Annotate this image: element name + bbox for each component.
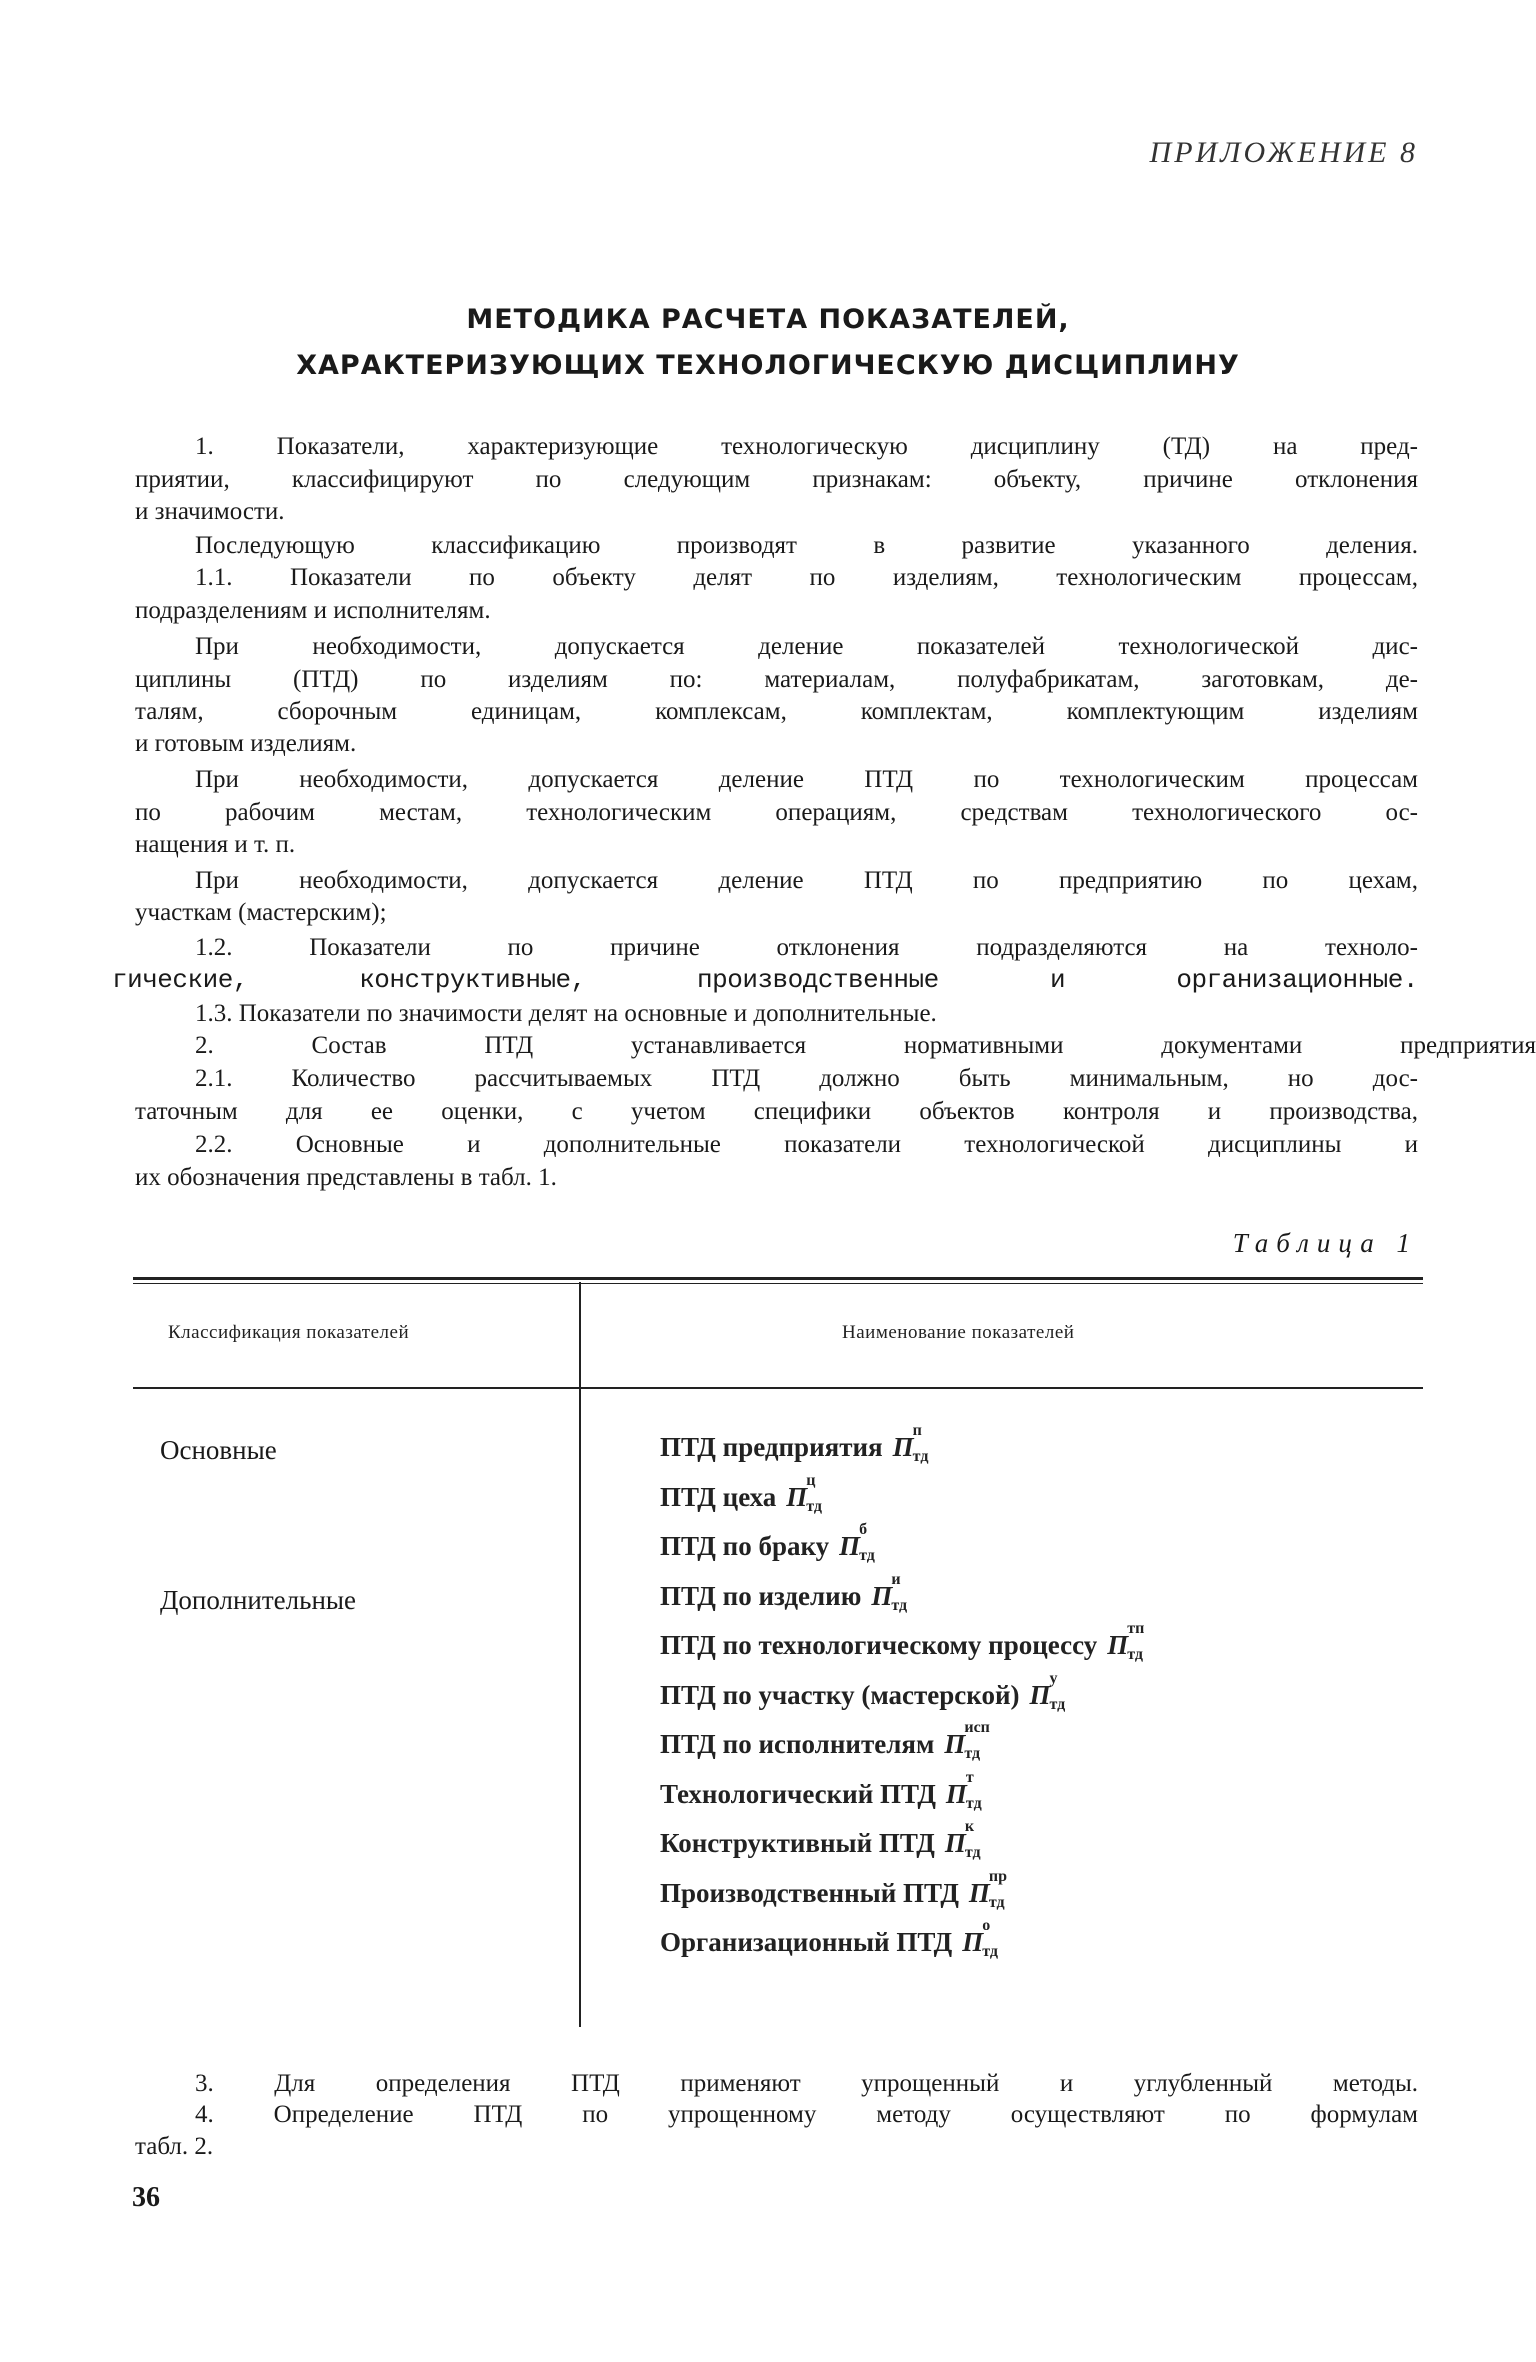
indicator-symbol — [945, 1768, 982, 1812]
symbol-superscript: о — [982, 1917, 991, 1934]
indicator-item — [660, 1422, 929, 1465]
indicator-item — [660, 1521, 875, 1564]
symbol-superscript: т — [965, 1768, 974, 1786]
body-line: 1. Показатели, характеризующие технологическую дисциплину (ТД) на пред- — [195, 433, 1418, 460]
body-line: их обозначения представлены в табл. 1. — [135, 1164, 557, 1191]
symbol-subscript: тд — [859, 1547, 875, 1564]
table-header-names: Наименование показателей — [842, 1322, 1075, 1343]
indicator-symbol — [962, 1917, 998, 1960]
body-line: гические, конструктивные, производственные и организационные. — [112, 965, 1418, 995]
symbol-letter: П — [871, 1580, 893, 1611]
symbol-subscript: тд — [982, 1943, 998, 1960]
symbol-letter: П — [786, 1481, 808, 1512]
body-line: приятии, классифицируют по следующим признакам: объекту, причине отклонения — [135, 466, 1418, 493]
indicator-name: Конструктивный ПТД — [660, 1828, 935, 1858]
indicator-symbol — [871, 1570, 908, 1614]
symbol-superscript: исп — [964, 1719, 990, 1736]
body-line: 1.1. Показатели по объекту делят по изделиям, технологическим процессам, — [195, 564, 1418, 591]
indicator-symbol — [786, 1471, 823, 1515]
indicator-item — [660, 1917, 998, 1960]
body-line: талям, сборочным единицам, комплексам, комплектам, комплектующим изделиям — [135, 698, 1418, 725]
appendix-label: ПРИЛОЖЕНИЕ 8 — [1149, 136, 1418, 169]
symbol-subscript: тд — [1127, 1646, 1143, 1663]
footer-line: табл. 2. — [135, 2133, 214, 2160]
body-line: При необходимости, допускается деление ПТД по технологическим процессам — [195, 766, 1418, 793]
symbol-superscript: тп — [1127, 1620, 1145, 1637]
indicator-name: ПТД цеха — [660, 1481, 777, 1512]
indicator-item — [660, 1719, 990, 1762]
symbol-subscript: тд — [988, 1893, 1005, 1911]
indicator-name: ПТД по изделию — [660, 1580, 862, 1611]
class-additional: Дополнительные — [160, 1585, 357, 1615]
body-line: 2.2. Основные и дополнительные показатели технологической дисциплины и — [195, 1131, 1418, 1158]
indicator-item — [660, 1620, 1145, 1663]
body-line: 2. Состав ПТД устанавливается нормативными документами предприятия — [195, 1032, 1536, 1059]
indicator-symbol — [968, 1867, 1008, 1911]
footer-line: 3. Для определения ПТД применяют упрощенный и углубленный методы. — [195, 2070, 1418, 2097]
symbol-letter: П — [968, 1877, 990, 1908]
symbol-subscript: тд — [964, 1745, 981, 1762]
symbol-superscript: п — [912, 1422, 922, 1439]
indicator-name: ПТД по исполнителям — [660, 1729, 935, 1759]
indicator-item — [660, 1669, 1066, 1713]
symbol-superscript: и — [891, 1570, 901, 1588]
body-line: При необходимости, допускается деление показателей технологической дис- — [195, 633, 1418, 660]
body-line: 1.3. Показатели по значимости делят на основные и дополнительные. — [195, 1000, 937, 1027]
footer-line: 4. Определение ПТД по упрощенному методу осуществляют по формулам — [195, 2101, 1418, 2128]
symbol-letter: П — [839, 1531, 861, 1561]
table-column-divider — [579, 1282, 581, 2027]
indicator-symbol — [944, 1719, 990, 1762]
indicator-item — [660, 1768, 982, 1812]
symbol-subscript: тд — [964, 1844, 981, 1861]
table-top-rule-thin — [133, 1283, 1423, 1284]
indicator-name: ПТД по технологическому процессу — [660, 1630, 1098, 1660]
page-number: 36 — [132, 2182, 160, 2213]
body-line: При необходимости, допускается деление ПТД по предприятию по цехам, — [195, 867, 1418, 894]
symbol-superscript: б — [859, 1521, 868, 1538]
symbol-superscript: ц — [806, 1471, 816, 1489]
body-line: циплины (ПТД) по изделиям по: материалам, полуфабрикатам, заготовкам, де- — [135, 666, 1418, 693]
symbol-subscript: тд — [1049, 1695, 1066, 1713]
symbol-subscript: тд — [912, 1448, 929, 1465]
table-header-classification: Классификация показателей — [168, 1322, 410, 1343]
indicator-item — [660, 1818, 981, 1861]
symbol-subscript: тд — [965, 1794, 982, 1812]
symbol-letter: П — [944, 1729, 966, 1759]
body-line: Последующую классификацию производят в развитие указанного деления. — [195, 532, 1418, 559]
symbol-letter: П — [962, 1927, 984, 1957]
table-top-rule — [133, 1277, 1423, 1280]
symbol-superscript: пр — [988, 1867, 1008, 1885]
indicator-symbol — [892, 1422, 929, 1465]
symbol-superscript: у — [1049, 1669, 1058, 1687]
symbol-subscript: тд — [891, 1596, 908, 1614]
indicator-name: Производственный ПТД — [660, 1877, 959, 1908]
indicator-symbol — [839, 1521, 875, 1564]
body-line: по рабочим местам, технологическим операциям, средствам технологического ос- — [135, 799, 1418, 826]
indicator-item — [660, 1570, 908, 1614]
table-caption: Таблица 1 — [1232, 1228, 1418, 1258]
body-line: 2.1. Количество рассчитываемых ПТД должно быть минимальным, но дос- — [195, 1065, 1418, 1092]
indicator-item — [660, 1867, 1008, 1911]
indicator-name: ПТД предприятия — [660, 1432, 883, 1462]
body-line: и значимости. — [135, 498, 285, 525]
indicator-symbol — [1107, 1620, 1145, 1663]
table-header-rule — [133, 1387, 1423, 1389]
symbol-subscript: тд — [806, 1497, 823, 1515]
indicator-name: Организационный ПТД — [660, 1927, 953, 1957]
body-line: и готовым изделиям. — [135, 730, 357, 757]
indicator-name: ПТД по браку — [660, 1531, 830, 1561]
body-line: подразделениям и исполнителям. — [135, 597, 491, 624]
indicator-name: ПТД по участку (мастерской) — [660, 1679, 1020, 1710]
body-line: 1.2. Показатели по причине отклонения подразделяются на техноло- — [195, 934, 1418, 961]
symbol-letter: П — [1029, 1679, 1051, 1710]
title-line-1: МЕТОДИКА РАСЧЕТА ПОКАЗАТЕЛЕЙ, — [466, 304, 1070, 335]
indicator-item — [660, 1471, 823, 1515]
symbol-letter: П — [945, 1778, 967, 1809]
indicator-name: Технологический ПТД — [660, 1778, 936, 1809]
body-line: таточным для ее оценки, с учетом специфики объектов контроля и производства, — [135, 1098, 1418, 1125]
body-line: участкам (мастерским); — [135, 899, 387, 926]
symbol-superscript: к — [964, 1818, 975, 1835]
body-line: нащения и т. п. — [135, 831, 296, 858]
symbol-letter: П — [1107, 1630, 1129, 1660]
symbol-letter: П — [944, 1828, 966, 1858]
indicator-symbol — [1029, 1669, 1066, 1713]
indicator-symbol — [944, 1818, 981, 1861]
title-line-2: ХАРАКТЕРИЗУЮЩИХ ТЕХНОЛОГИЧЕСКУЮ ДИСЦИПЛИНУ — [296, 350, 1240, 381]
class-main: Основные — [160, 1435, 277, 1465]
symbol-letter: П — [892, 1432, 914, 1462]
